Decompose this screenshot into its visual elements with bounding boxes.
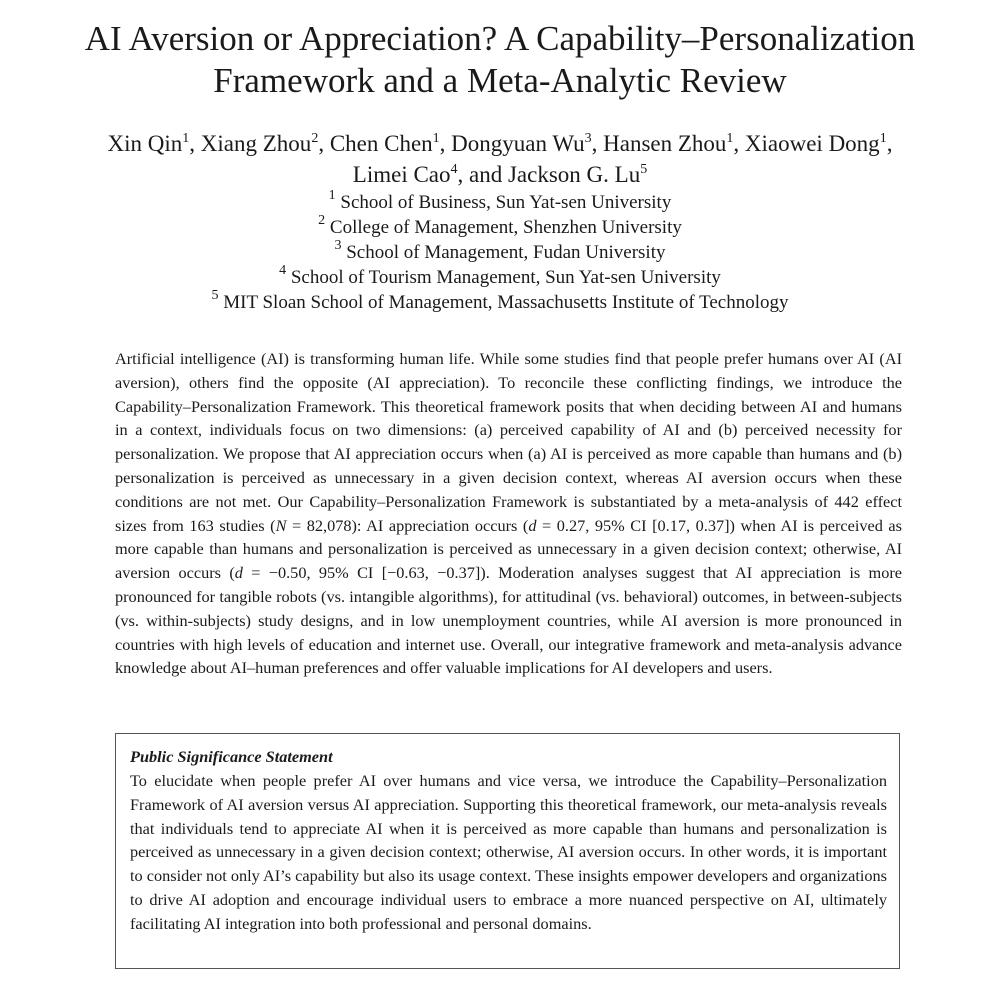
abstract-text: = 82,078): AI appreciation occurs ( bbox=[286, 515, 529, 535]
affiliation-item bbox=[0, 240, 1000, 265]
affiliation-mark: 1 bbox=[328, 188, 336, 203]
author-name: Dongyuan Wu bbox=[451, 131, 585, 156]
affiliation-name: College of Management, Shenzhen University bbox=[329, 217, 682, 238]
author-name: Hansen Zhou bbox=[603, 131, 727, 156]
author-affil-mark: 1 bbox=[879, 131, 887, 146]
affiliation-item bbox=[0, 190, 1000, 215]
author-name: Xin Qin bbox=[107, 131, 183, 156]
author-list bbox=[0, 128, 1000, 190]
significance-heading: Public Significance Statement bbox=[130, 747, 333, 766]
abstract-text: Artificial intelligence (AI) is transforming human life. While some studies find that people prefer humans over AI (AI aversion), others find the opposite (AI appreciation). To reconcile these conflicting findings, we introduce the Capability–Personalization Framework. This theoretical framework posits that when deciding between AI and humans in a context, individuals focus on two dimensions: (a) perceived capability of AI and (b) perceived necessity for personalization. We propose that AI appreciation occurs when (a) AI is perceived as more capable than humans and (b) personalization is perceived as unnecessary in a given decision context, whereas AI aversion occurs when these conditions are not met. Our Capability–Personalization Framework is substantiated by a meta-analysis of 442 effect sizes from 163 studies ( bbox=[115, 349, 902, 535]
abstract-text: = −0.50, 95% CI [−0.63, −0.37]). Moderation analyses suggest that AI appreciation is more pronounced for tangible robots (vs. intangible algorithms), for attitudinal (vs. behavioral) outcomes, in between-subjects (vs. within-subjects) study designs, and in low unemployment countries, while AI aversion is more pronounced in countries with high levels of education and internet use. Overall, our integrative framework and meta-analysis advance knowledge about AI–human preferences and offer valuable implications for AI developers and users. bbox=[115, 563, 902, 678]
affiliation-item bbox=[0, 215, 1000, 240]
affiliation-item bbox=[0, 290, 1000, 315]
author-name: Jackson G. Lu bbox=[507, 162, 641, 187]
author-affil-mark: 4 bbox=[450, 162, 458, 177]
abstract bbox=[115, 347, 902, 680]
author-affil-mark: 3 bbox=[584, 131, 592, 146]
title-line-1: AI Aversion or Appreciation? A Capability–Personalization bbox=[84, 19, 916, 58]
d-symbol: d bbox=[528, 515, 537, 535]
author-name: Xiaowei Dong bbox=[744, 131, 880, 156]
affiliation-mark: 5 bbox=[211, 288, 219, 303]
affiliation-list bbox=[0, 190, 1000, 315]
affiliation-name: School of Management, Fudan University bbox=[346, 242, 666, 263]
author-affil-mark: 5 bbox=[640, 162, 648, 177]
affiliation-name: MIT Sloan School of Management, Massachusetts Institute of Technology bbox=[223, 292, 789, 313]
significance-body: To elucidate when people prefer AI over humans and vice versa, we introduce the Capability–Personalization Framework of AI aversion versus AI appreciation. Supporting this theoretical framework, our meta-analysis reveals that individuals tend to appreciate AI when it is perceived as more capable than humans and personalization is perceived as unnecessary in a given decision context; otherwise, AI aversion occurs. In other words, it is important to consider not only AI’s capability but also its usage context. These insights empower developers and organizations to drive AI adoption and encourage individual users to embrace a more nuanced perspective on AI, ultimately facilitating AI integration into both professional and personal domains. bbox=[130, 771, 887, 933]
author-name: Xiang Zhou bbox=[200, 131, 312, 156]
author-affil-mark: 1 bbox=[726, 131, 734, 146]
author-affil-mark: 1 bbox=[182, 131, 190, 146]
author-name: Limei Cao bbox=[352, 162, 451, 187]
affiliation-mark: 4 bbox=[279, 263, 287, 278]
abstract-text: = 0.27, 95% CI [0.17, 0.37]) when AI is perceived as more capable than humans and personalization is perceived as unnecessary in a given decision context; otherwise, AI aversion occurs ( bbox=[115, 515, 902, 583]
affiliation-item bbox=[0, 265, 1000, 290]
affiliation-name: School of Business, Sun Yat-sen University bbox=[340, 192, 672, 213]
author-line-1: Xin Qin$^1$, Xiang Zhou$^2$, Chen Chen$^1$, Dongyuan Wu$^3$, Hansen Zhou$^1$, Xiaowei Dong$^1$, bbox=[107, 131, 893, 156]
public-significance-box bbox=[115, 733, 900, 969]
author-affil-mark: 2 bbox=[311, 131, 319, 146]
d-symbol: d bbox=[234, 563, 243, 583]
affiliation-name: School of Tourism Management, Sun Yat-sen University bbox=[290, 267, 721, 288]
author-name: Chen Chen bbox=[329, 131, 433, 156]
affiliation-mark: 3 bbox=[334, 238, 342, 253]
affiliation-mark: 2 bbox=[318, 213, 326, 228]
paper-title bbox=[0, 18, 1000, 102]
n-symbol: N bbox=[275, 515, 287, 535]
title-line-2: Framework and a Meta-Analytic Review bbox=[213, 61, 787, 100]
author-line-2: Limei Cao$^4$, and Jackson G. Lu$^5$ bbox=[352, 162, 648, 187]
author-affil-mark: 1 bbox=[432, 131, 440, 146]
